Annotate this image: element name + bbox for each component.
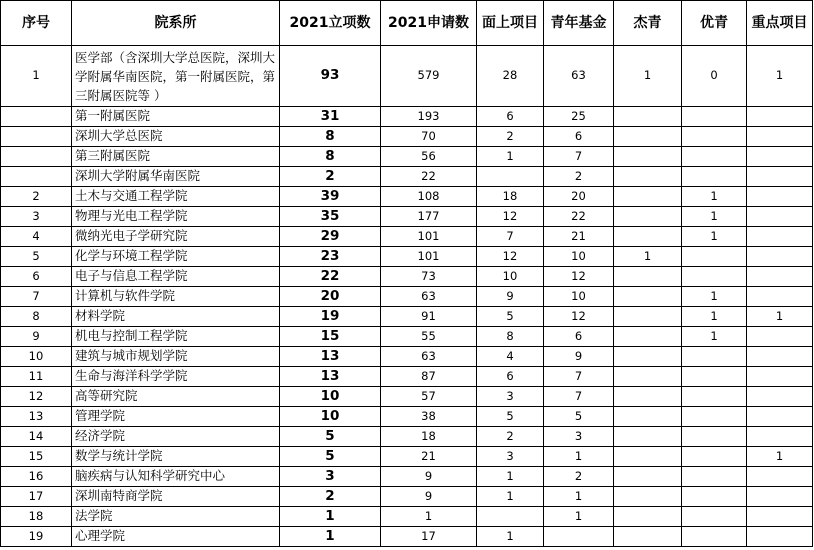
table-body xyxy=(1,46,813,547)
cell-general: 6 xyxy=(477,367,544,387)
cell-jieqing xyxy=(614,287,682,307)
cell-approved: 5 xyxy=(280,447,381,467)
table-row xyxy=(1,367,813,387)
cell-department: 生命与海洋科学学院 xyxy=(72,367,280,387)
table-row xyxy=(1,387,813,407)
cell-youqing xyxy=(682,347,747,367)
cell-department: 深圳大学总医院 xyxy=(72,127,280,147)
cell-youth: 12 xyxy=(544,267,614,287)
cell-youqing xyxy=(682,447,747,467)
table-row xyxy=(1,487,813,507)
cell-department: 深圳大学附属华南医院 xyxy=(72,167,280,187)
cell-applied: 73 xyxy=(381,267,477,287)
cell-jieqing xyxy=(614,227,682,247)
cell-key-project xyxy=(747,467,813,487)
cell-youqing: 0 xyxy=(682,46,747,107)
cell-key-project: 1 xyxy=(747,46,813,107)
cell-jieqing: 1 xyxy=(614,46,682,107)
table-row xyxy=(1,447,813,467)
table-row xyxy=(1,407,813,427)
cell-youth: 1 xyxy=(544,447,614,467)
cell-applied: 63 xyxy=(381,347,477,367)
table-row xyxy=(1,467,813,487)
cell-applied: 70 xyxy=(381,127,477,147)
cell-approved: 13 xyxy=(280,347,381,367)
cell-youth: 22 xyxy=(544,207,614,227)
table-row xyxy=(1,187,813,207)
cell-youth: 7 xyxy=(544,367,614,387)
cell-general: 12 xyxy=(477,207,544,227)
cell-key-project xyxy=(747,127,813,147)
header-key-project: 重点项目 xyxy=(747,1,813,46)
cell-youqing: 1 xyxy=(682,207,747,227)
cell-applied: 22 xyxy=(381,167,477,187)
cell-jieqing xyxy=(614,467,682,487)
cell-approved: 35 xyxy=(280,207,381,227)
table-row xyxy=(1,267,813,287)
cell-department: 建筑与城市规划学院 xyxy=(72,347,280,367)
cell-youqing xyxy=(682,427,747,447)
cell-seq: 10 xyxy=(1,347,72,367)
cell-seq: 16 xyxy=(1,467,72,487)
cell-key-project xyxy=(747,427,813,447)
cell-approved: 23 xyxy=(280,247,381,267)
cell-department: 计算机与软件学院 xyxy=(72,287,280,307)
cell-youth: 6 xyxy=(544,327,614,347)
table-row xyxy=(1,247,813,267)
cell-key-project: 1 xyxy=(747,447,813,467)
cell-seq: 9 xyxy=(1,327,72,347)
cell-applied: 101 xyxy=(381,227,477,247)
table-row xyxy=(1,307,813,327)
cell-seq: 15 xyxy=(1,447,72,467)
cell-youth: 2 xyxy=(544,167,614,187)
cell-jieqing xyxy=(614,447,682,467)
cell-approved: 19 xyxy=(280,307,381,327)
cell-youth: 25 xyxy=(544,107,614,127)
cell-key-project xyxy=(747,487,813,507)
cell-applied: 56 xyxy=(381,147,477,167)
cell-youth: 5 xyxy=(544,407,614,427)
cell-general: 3 xyxy=(477,387,544,407)
cell-seq: 17 xyxy=(1,487,72,507)
cell-youth: 12 xyxy=(544,307,614,327)
cell-seq: 3 xyxy=(1,207,72,227)
cell-general: 5 xyxy=(477,407,544,427)
cell-seq: 7 xyxy=(1,287,72,307)
cell-key-project xyxy=(747,287,813,307)
cell-department: 材料学院 xyxy=(72,307,280,327)
cell-seq xyxy=(1,147,72,167)
cell-key-project xyxy=(747,527,813,547)
cell-jieqing xyxy=(614,407,682,427)
cell-department: 第三附属医院 xyxy=(72,147,280,167)
cell-applied: 108 xyxy=(381,187,477,207)
cell-seq: 19 xyxy=(1,527,72,547)
cell-general: 5 xyxy=(477,307,544,327)
cell-applied: 63 xyxy=(381,287,477,307)
cell-youqing xyxy=(682,167,747,187)
cell-department: 医学部（含深圳大学总医院，深圳大学附属华南医院，第一附属医院，第三附属医院等 ） xyxy=(72,46,280,107)
cell-key-project xyxy=(747,107,813,127)
cell-youth: 10 xyxy=(544,287,614,307)
cell-key-project xyxy=(747,407,813,427)
cell-youqing xyxy=(682,527,747,547)
cell-applied: 101 xyxy=(381,247,477,267)
table-row xyxy=(1,427,813,447)
cell-department: 心理学院 xyxy=(72,527,280,547)
table-row xyxy=(1,507,813,527)
cell-key-project xyxy=(747,347,813,367)
cell-applied: 17 xyxy=(381,527,477,547)
cell-general: 7 xyxy=(477,227,544,247)
cell-applied: 87 xyxy=(381,367,477,387)
table-row xyxy=(1,347,813,367)
cell-general: 12 xyxy=(477,247,544,267)
cell-jieqing xyxy=(614,127,682,147)
cell-department: 土木与交通工程学院 xyxy=(72,187,280,207)
cell-key-project xyxy=(747,247,813,267)
cell-department: 法学院 xyxy=(72,507,280,527)
cell-key-project xyxy=(747,167,813,187)
cell-approved: 5 xyxy=(280,427,381,447)
cell-jieqing xyxy=(614,167,682,187)
cell-youth: 6 xyxy=(544,127,614,147)
cell-youth: 63 xyxy=(544,46,614,107)
cell-approved: 22 xyxy=(280,267,381,287)
cell-youqing: 1 xyxy=(682,227,747,247)
cell-applied: 579 xyxy=(381,46,477,107)
header-youth: 青年基金 xyxy=(544,1,614,46)
cell-jieqing xyxy=(614,387,682,407)
cell-youqing: 1 xyxy=(682,287,747,307)
cell-approved: 31 xyxy=(280,107,381,127)
cell-key-project xyxy=(747,207,813,227)
header-general: 面上项目 xyxy=(477,1,544,46)
cell-youth: 9 xyxy=(544,347,614,367)
cell-general: 6 xyxy=(477,107,544,127)
cell-general xyxy=(477,167,544,187)
cell-youqing xyxy=(682,127,747,147)
cell-jieqing xyxy=(614,527,682,547)
cell-department: 数学与统计学院 xyxy=(72,447,280,467)
cell-seq xyxy=(1,167,72,187)
cell-youqing: 1 xyxy=(682,187,747,207)
cell-key-project: 1 xyxy=(747,307,813,327)
cell-youth: 1 xyxy=(544,507,614,527)
cell-approved: 39 xyxy=(280,187,381,207)
cell-approved: 10 xyxy=(280,387,381,407)
table-row xyxy=(1,207,813,227)
cell-approved: 2 xyxy=(280,167,381,187)
cell-approved: 3 xyxy=(280,467,381,487)
cell-jieqing xyxy=(614,427,682,447)
cell-applied: 21 xyxy=(381,447,477,467)
cell-seq: 1 xyxy=(1,46,72,107)
cell-youqing xyxy=(682,267,747,287)
cell-key-project xyxy=(747,227,813,247)
cell-applied: 91 xyxy=(381,307,477,327)
cell-youth: 3 xyxy=(544,427,614,447)
cell-applied: 9 xyxy=(381,487,477,507)
cell-department: 微纳光电子学研究院 xyxy=(72,227,280,247)
cell-general: 1 xyxy=(477,147,544,167)
cell-youqing xyxy=(682,247,747,267)
cell-jieqing xyxy=(614,187,682,207)
cell-youqing xyxy=(682,147,747,167)
cell-general: 1 xyxy=(477,527,544,547)
cell-seq: 13 xyxy=(1,407,72,427)
cell-department: 机电与控制工程学院 xyxy=(72,327,280,347)
cell-applied: 193 xyxy=(381,107,477,127)
cell-jieqing xyxy=(614,107,682,127)
cell-jieqing xyxy=(614,367,682,387)
cell-seq: 11 xyxy=(1,367,72,387)
table-row xyxy=(1,287,813,307)
cell-jieqing xyxy=(614,267,682,287)
cell-seq xyxy=(1,127,72,147)
cell-approved: 15 xyxy=(280,327,381,347)
table-row xyxy=(1,167,813,187)
cell-general: 2 xyxy=(477,127,544,147)
cell-approved: 93 xyxy=(280,46,381,107)
cell-key-project xyxy=(747,507,813,527)
cell-approved: 1 xyxy=(280,507,381,527)
cell-approved: 2 xyxy=(280,487,381,507)
cell-applied: 57 xyxy=(381,387,477,407)
table-row xyxy=(1,227,813,247)
cell-general: 9 xyxy=(477,287,544,307)
cell-jieqing xyxy=(614,487,682,507)
cell-department: 管理学院 xyxy=(72,407,280,427)
cell-jieqing xyxy=(614,327,682,347)
cell-approved: 13 xyxy=(280,367,381,387)
cell-applied: 177 xyxy=(381,207,477,227)
cell-seq: 8 xyxy=(1,307,72,327)
cell-key-project xyxy=(747,147,813,167)
cell-seq: 6 xyxy=(1,267,72,287)
cell-jieqing xyxy=(614,147,682,167)
cell-general: 3 xyxy=(477,447,544,467)
cell-approved: 1 xyxy=(280,527,381,547)
cell-seq: 4 xyxy=(1,227,72,247)
cell-youth: 20 xyxy=(544,187,614,207)
cell-approved: 10 xyxy=(280,407,381,427)
table-row xyxy=(1,107,813,127)
cell-seq: 2 xyxy=(1,187,72,207)
cell-jieqing xyxy=(614,307,682,327)
cell-general: 18 xyxy=(477,187,544,207)
cell-department: 深圳南特商学院 xyxy=(72,487,280,507)
cell-youth: 2 xyxy=(544,467,614,487)
cell-key-project xyxy=(747,267,813,287)
cell-approved: 20 xyxy=(280,287,381,307)
table-row xyxy=(1,147,813,167)
cell-general: 28 xyxy=(477,46,544,107)
cell-department: 经济学院 xyxy=(72,427,280,447)
header-youqing: 优青 xyxy=(682,1,747,46)
cell-youth: 7 xyxy=(544,147,614,167)
cell-youqing xyxy=(682,507,747,527)
cell-seq: 14 xyxy=(1,427,72,447)
header-approved: 2021立项数 xyxy=(280,1,381,46)
cell-approved: 8 xyxy=(280,147,381,167)
cell-jieqing xyxy=(614,507,682,527)
cell-youth: 10 xyxy=(544,247,614,267)
cell-approved: 8 xyxy=(280,127,381,147)
cell-department: 电子与信息工程学院 xyxy=(72,267,280,287)
cell-applied: 9 xyxy=(381,467,477,487)
header-row xyxy=(1,1,813,46)
cell-department: 化学与环境工程学院 xyxy=(72,247,280,267)
table-row xyxy=(1,327,813,347)
cell-youth: 21 xyxy=(544,227,614,247)
cell-youqing xyxy=(682,107,747,127)
cell-applied: 1 xyxy=(381,507,477,527)
cell-youqing xyxy=(682,487,747,507)
cell-jieqing: 1 xyxy=(614,247,682,267)
table-row xyxy=(1,527,813,547)
cell-applied: 38 xyxy=(381,407,477,427)
cell-youth: 1 xyxy=(544,487,614,507)
header-jieqing: 杰青 xyxy=(614,1,682,46)
cell-general: 2 xyxy=(477,427,544,447)
cell-youqing xyxy=(682,387,747,407)
cell-seq: 12 xyxy=(1,387,72,407)
cell-key-project xyxy=(747,387,813,407)
cell-general: 4 xyxy=(477,347,544,367)
cell-youqing: 1 xyxy=(682,327,747,347)
cell-youth: 7 xyxy=(544,387,614,407)
cell-youth xyxy=(544,527,614,547)
cell-department: 物理与光电工程学院 xyxy=(72,207,280,227)
cell-department: 高等研究院 xyxy=(72,387,280,407)
cell-youqing xyxy=(682,367,747,387)
cell-seq: 5 xyxy=(1,247,72,267)
cell-youqing: 1 xyxy=(682,307,747,327)
cell-youqing xyxy=(682,467,747,487)
cell-applied: 18 xyxy=(381,427,477,447)
cell-seq: 18 xyxy=(1,507,72,527)
cell-jieqing xyxy=(614,347,682,367)
cell-applied: 55 xyxy=(381,327,477,347)
header-applied: 2021申请数 xyxy=(381,1,477,46)
cell-general: 10 xyxy=(477,267,544,287)
header-department: 院系所 xyxy=(72,1,280,46)
cell-youqing xyxy=(682,407,747,427)
header-seq: 序号 xyxy=(1,1,72,46)
cell-general: 8 xyxy=(477,327,544,347)
cell-general: 1 xyxy=(477,487,544,507)
table-row xyxy=(1,46,813,107)
cell-department: 脑疾病与认知科学研究中心 xyxy=(72,467,280,487)
cell-key-project xyxy=(747,367,813,387)
cell-key-project xyxy=(747,187,813,207)
cell-key-project xyxy=(747,327,813,347)
table-row xyxy=(1,127,813,147)
cell-general xyxy=(477,507,544,527)
cell-department: 第一附属医院 xyxy=(72,107,280,127)
cell-seq xyxy=(1,107,72,127)
cell-general: 1 xyxy=(477,467,544,487)
cell-approved: 29 xyxy=(280,227,381,247)
cell-jieqing xyxy=(614,207,682,227)
